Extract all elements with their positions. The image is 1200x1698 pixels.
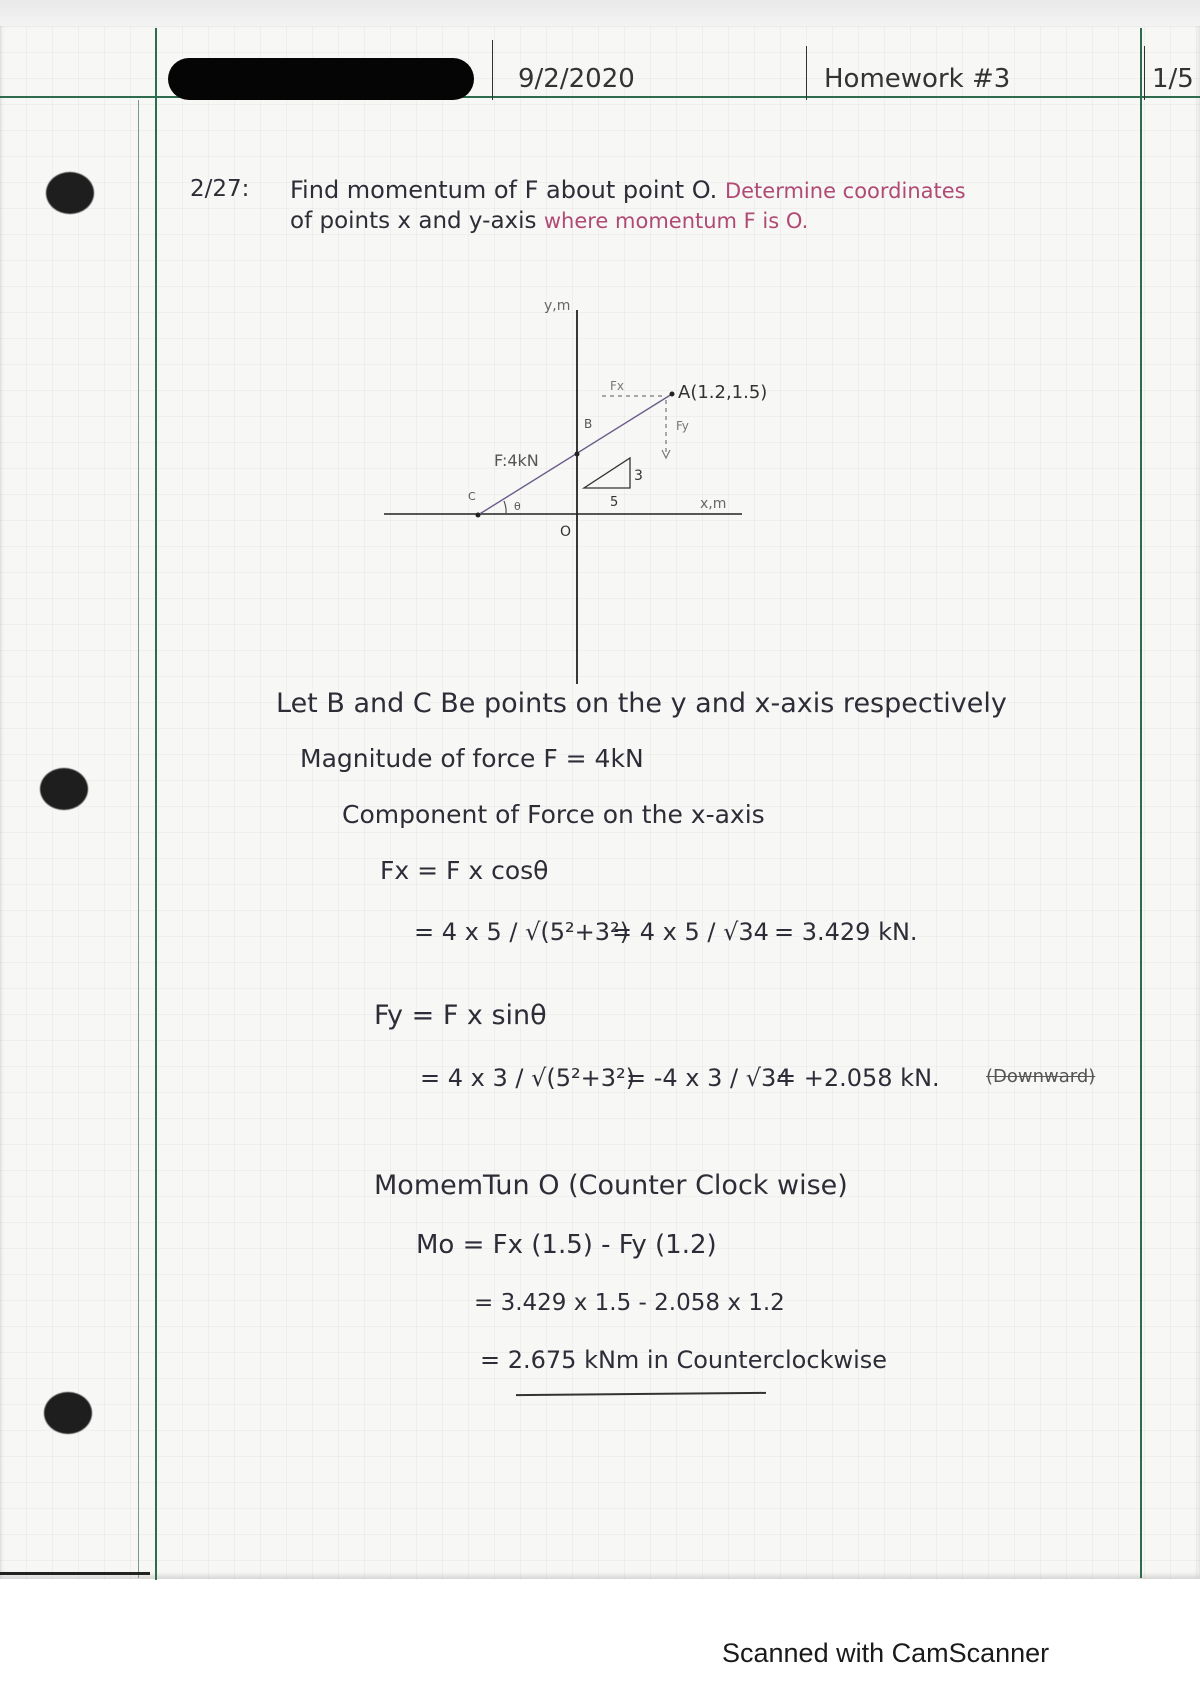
problem-number: 2/27: (190, 176, 250, 202)
solution-component: Component of Force on the x-axis (342, 800, 765, 829)
point-b-label: B (584, 417, 593, 431)
moment-step: = 3.429 x 1.5 - 2.058 x 1.2 (474, 1290, 785, 1316)
header-divider-3 (1144, 46, 1145, 100)
header-divider-2 (806, 46, 807, 100)
origin-label: O (560, 524, 572, 540)
triangle-horizontal-label: 5 (610, 495, 619, 510)
solution-intro: Let B and C Be points on the y and x-axis respectively (276, 688, 1007, 719)
fx-step-2: = 4 x 5 / √34 (612, 918, 769, 946)
fy-label: Fy (676, 419, 689, 433)
fy-equation: Fy = F x sinθ (374, 1000, 547, 1031)
problem-line-2-pink: where momentum F is O. (543, 209, 809, 233)
redacted-name (168, 58, 474, 100)
problem-line-2 (290, 208, 808, 234)
point-c-dot (476, 513, 481, 518)
point-a-label: A(1.2,1.5) (678, 382, 768, 403)
header-date: 9/2/2020 (518, 64, 635, 94)
point-a-dot (670, 392, 675, 397)
header-title: Homework #3 (824, 64, 1011, 94)
punch-hole (46, 172, 94, 214)
fy-step-2: = -4 x 3 / √34 (626, 1064, 792, 1092)
right-margin-line (1140, 28, 1142, 1578)
problem-line-1 (290, 176, 966, 204)
fx-result: = 3.429 kN. (774, 918, 918, 946)
moment-equation: Mo = Fx (1.5) - Fy (1.2) (416, 1230, 717, 1260)
force-diagram (370, 290, 830, 690)
slope-triangle (584, 458, 630, 488)
solution-magnitude: Magnitude of force F = 4kN (300, 744, 644, 773)
problem-line-1-pink: Determine coordinates (724, 179, 966, 203)
angle-label: θ (514, 500, 521, 513)
moment-heading: MomemTun O (Counter Clock wise) (374, 1170, 848, 1201)
fx-equation: Fx = F x cosθ (380, 856, 549, 885)
moment-result: = 2.675 kNm in Counterclockwise (480, 1346, 888, 1374)
bottom-edge-line (0, 1572, 150, 1575)
x-axis-label: x,m (700, 496, 727, 512)
fx-label: Fx (610, 379, 625, 393)
y-axis-label: y,m (544, 298, 571, 314)
punch-hole (44, 1392, 92, 1434)
fy-result: = +2.058 kN. (776, 1064, 940, 1092)
fy-step-1: = 4 x 3 / √(5²+3²) (420, 1064, 635, 1092)
problem-line-1-main: Find momentum of F about point O. (290, 176, 718, 204)
force-label: F:4kN (494, 451, 539, 470)
triangle-vertical-label: 3 (634, 468, 643, 484)
fx-step-1: = 4 x 5 / √(5²+3²) (414, 918, 629, 946)
problem-line-2-main: of points x and y-axis (290, 208, 537, 234)
scan-top-edge (0, 0, 1200, 28)
header-divider-1 (492, 40, 493, 100)
camscanner-watermark: Scanned with CamScanner (722, 1638, 1050, 1668)
punch-hole (40, 768, 88, 810)
left-margin-line-2 (138, 100, 139, 1578)
left-margin-line (155, 28, 157, 1580)
angle-arc (504, 501, 506, 514)
header-page-number: 1/5 (1152, 64, 1194, 94)
fy-struck-note: (Downward) (986, 1066, 1096, 1087)
point-b-dot (575, 452, 580, 457)
point-c-label: C (468, 490, 476, 503)
